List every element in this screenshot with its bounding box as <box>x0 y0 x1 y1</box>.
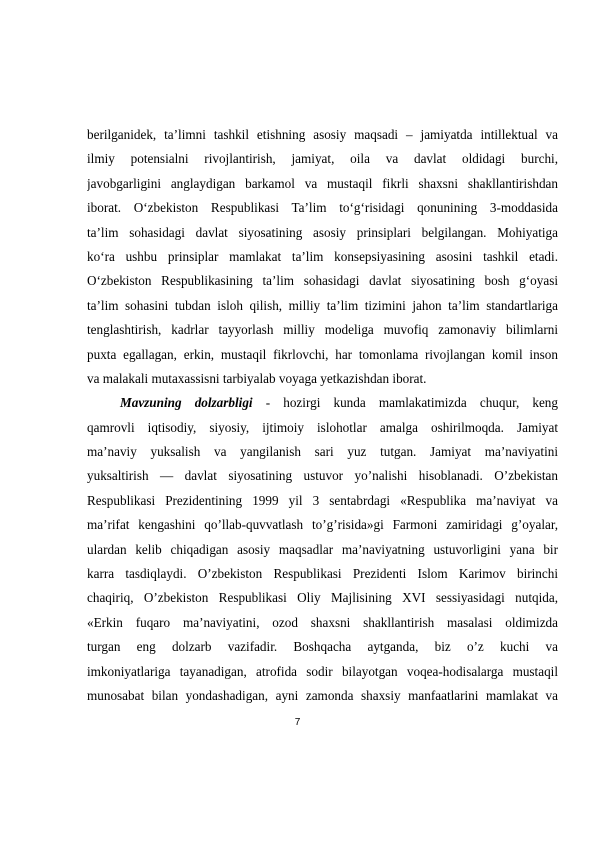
text-line: O‘zbekiston Respublikasining ta’lim sohasidagi davlat siyosatining bosh g‘oyasi <box>87 273 558 289</box>
text-line: ilmiy potensialni rivojlantirish, jamiyat, oila va davlat oldidagi burchi, <box>87 151 558 167</box>
paragraph-intro <box>87 123 558 391</box>
text-line: ta’lim sohasini tubdan isloh qilish, milliy ta’lim tizimini jahon ta’lim standartlariga <box>87 297 558 313</box>
text-line: chaqiriq, O’zbekiston Respublikasi Oliy Majlisining XVI sessiyasidagi nutqida, <box>87 590 558 606</box>
text-line: tenglashtirish, kadrlar tayyorlash milliy modeliga muvofiq zamonaviy bilimlarni <box>87 322 558 338</box>
text-line: ma’naviy yuksalish va yangilanish sari yuz tutgan. Jamiyat ma’naviyatini <box>87 444 558 460</box>
text-line-lead <box>87 391 558 415</box>
text-line: imkoniyatlariga tayanadigan, atrofida sodir bilayotgan voqea-hodisalarga mustaqil <box>87 663 558 679</box>
text-line: qamrovli iqtisodiy, siyosiy, ijtimoiy islohotlar amalga oshirilmoqda. Jamiyat <box>87 419 558 435</box>
text-line: Respublikasi Prezidentining 1999 yil 3 sentabrdagi «Respublika ma’naviyat va <box>87 492 558 508</box>
text-line: ta’lim sohasidagi davlat siyosatining asosiy prinsiplari belgilangan. Mohiyatiga <box>87 224 558 240</box>
text-line: munosabat bilan yondashadigan, ayni zamonda shaxsiy manfaatlarini mamlakat va <box>87 687 558 703</box>
text-line: turgan eng dolzarb vazifadir. Boshqacha aytganda, biz o’z kuchi va <box>87 639 558 655</box>
document-page <box>87 123 558 708</box>
text-line: yuksaltirish — davlat siyosatining ustuvor yo’nalishi hisoblanadi. O’zbekistan <box>87 468 558 484</box>
text-line: «Erkin fuqaro ma’naviyatini, ozod shaxsni shakllantirish masalasi oldimizda <box>87 614 558 630</box>
paragraph-relevance <box>87 391 558 708</box>
page-number: 7 <box>294 717 301 728</box>
lead-line-rest: - hozirgi kunda mamlakatimizda chuqur, keng <box>252 395 558 411</box>
text-line: berilganidek, ta’limni tashkil etishning asosiy maqsadi – jamiyatda intillektual va <box>87 127 558 142</box>
text-line: va malakali mutaxassisni tarbiyalab voyaga yetkazishdan iborat. <box>87 370 427 386</box>
text-line: iborat. O‘zbekiston Respublikasi Ta’lim to‘g‘risidagi qonunining 3-moddasida <box>87 200 558 216</box>
section-lead-term: Mavzuning dolzarbligi <box>120 395 253 411</box>
text-line: puxta egallagan, erkin, mustaqil fikrlovchi, har tomonlama rivojlangan komil inson <box>87 346 558 362</box>
text-line: javobgarligini anglaydigan barkamol va mustaqil fikrli shaxsni shakllantirishdan <box>87 175 558 191</box>
text-line: ulardan kelib chiqadigan asosiy maqsadlar ma’naviyatning ustuvorligini yana bir <box>87 541 558 557</box>
text-line: ko‘ra ushbu prinsiplar mamlakat ta’lim konsepsiyasining asosini tashkil etadi. <box>87 248 558 264</box>
text-line: ma’rifat kengashini qo’llab-quvvatlash to’g’risida»gi Farmoni zamiridagi g’oyalar, <box>87 517 558 533</box>
text-line: karra tasdiqlaydi. O’zbekiston Respublikasi Prezidenti Islom Karimov birinchi <box>87 566 558 582</box>
